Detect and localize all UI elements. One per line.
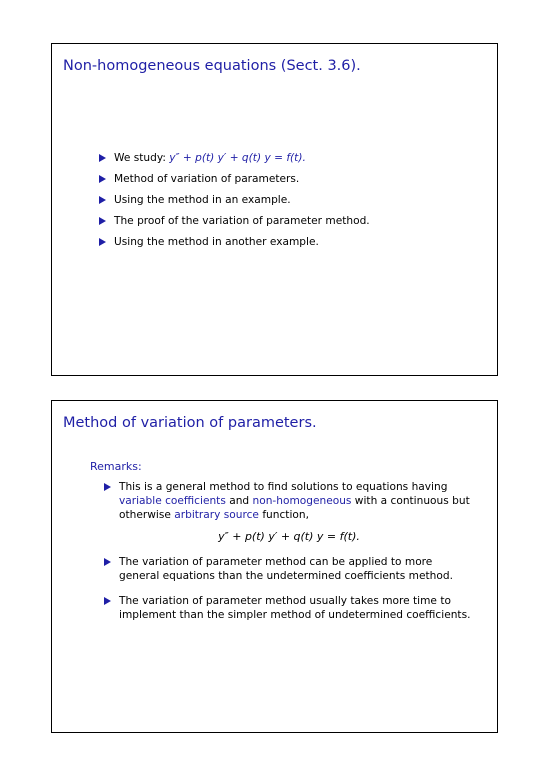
list-item <box>99 172 370 186</box>
slide-2-title: Method of variation of parameters. <box>63 415 317 431</box>
list-item-text: We study: <box>114 152 170 164</box>
highlight-variable-coefficients: variable coefficients <box>119 495 226 507</box>
highlight-arbitrary-source: arbitrary source <box>174 509 259 521</box>
triangle-right-icon <box>99 175 106 183</box>
list-item <box>104 555 474 583</box>
list-item-text: The proof of the variation of parameter method. <box>114 215 370 227</box>
slide-1-title: Non-homogeneous equations (Sect. 3.6). <box>63 58 361 74</box>
item-text: with a continuous but otherwise <box>119 495 470 521</box>
list-item-text: Using the method in another example. <box>114 236 319 248</box>
display-equation: y″ + p(t) y′ + q(t) y = f(t). <box>218 530 360 543</box>
slide-2-bullet-list <box>104 480 474 633</box>
item-text: function, <box>258 509 309 521</box>
list-item <box>99 214 370 228</box>
highlight-non-homogeneous: non-homogeneous <box>252 495 352 507</box>
item-text: This is a general method to find solutions to equations having <box>119 481 448 493</box>
list-item <box>99 235 370 249</box>
item-text: The variation of parameter method can be applied to more general equations than the undetermined coefficients method. <box>119 556 453 582</box>
item-text: The variation of parameter method usually takes more time to implement than the simpler method of undetermined coefficients. <box>119 595 471 621</box>
list-item <box>104 480 474 544</box>
slide-1-bullet-list <box>99 151 370 256</box>
list-item-text: Using the method in an example. <box>114 194 291 206</box>
slide-2 <box>51 400 498 733</box>
list-item <box>104 594 474 622</box>
triangle-right-icon <box>99 217 106 225</box>
list-item <box>99 193 370 207</box>
triangle-right-icon <box>99 154 106 162</box>
slide-1 <box>51 43 498 376</box>
triangle-right-icon <box>104 558 111 566</box>
item-text: and <box>225 495 253 507</box>
triangle-right-icon <box>104 597 111 605</box>
triangle-right-icon <box>99 196 106 204</box>
equation-inline: y″ + p(t) y′ + q(t) y = f(t). <box>169 152 306 164</box>
remarks-label: Remarks: <box>90 460 142 473</box>
triangle-right-icon <box>104 483 111 491</box>
triangle-right-icon <box>99 238 106 246</box>
list-item-text: Method of variation of parameters. <box>114 173 300 185</box>
list-item <box>99 151 370 165</box>
